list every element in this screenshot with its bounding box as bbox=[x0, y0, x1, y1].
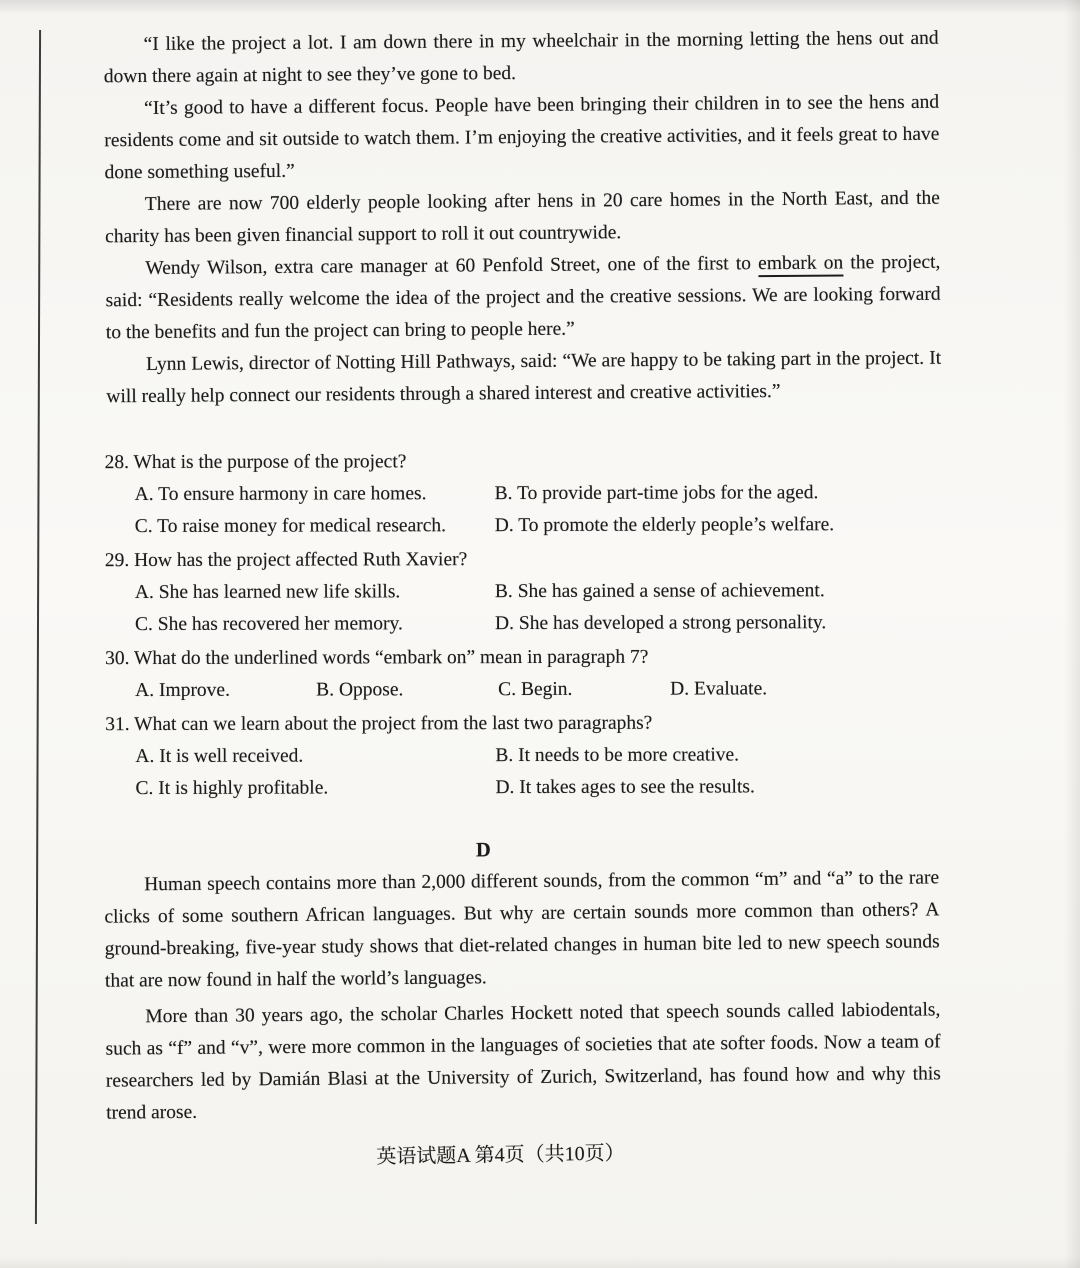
option-label: A. bbox=[134, 483, 154, 506]
option-label: C. bbox=[135, 777, 154, 800]
reading-passage-c bbox=[104, 23, 942, 414]
option-label: B. bbox=[494, 483, 513, 505]
option-text: It takes ages to see the results. bbox=[519, 776, 755, 799]
question-text: What is the purpose of the project? bbox=[133, 451, 407, 474]
passage-paragraph-3: There are now 700 elderly people looking after hens in 20 care homes in the North East, and the charity has been given financial support to roll it out countrywide. bbox=[105, 187, 940, 248]
option-text: It is highly profitable. bbox=[158, 777, 329, 799]
scan-edge-shadow-right bbox=[1064, 0, 1080, 1268]
option-label: C. bbox=[134, 515, 153, 538]
question-30 bbox=[105, 641, 940, 707]
option-text: Oppose. bbox=[338, 679, 404, 701]
option-label: C. bbox=[134, 613, 153, 636]
question-options bbox=[105, 673, 940, 707]
option-label: C. bbox=[498, 679, 517, 701]
option-text: Improve. bbox=[158, 679, 230, 701]
page-footer-text: 英语试题A 第4页（共10页） bbox=[376, 1142, 625, 1169]
passage-paragraph-5: Lynn Lewis, director of Notting Hill Pathways, said: “We are happy to be taking part in the project. It will really help connect our residents through a shared interest and creative activities.” bbox=[106, 347, 942, 408]
question-stem bbox=[105, 445, 940, 479]
option-label: A. bbox=[134, 581, 154, 604]
question-stem bbox=[105, 641, 940, 675]
paragraph-text: the project, said: “Residents really welcome the idea of the project and the creative sessions. We are looking forward to the benefits and fun the project can bring to people here.” bbox=[105, 251, 941, 344]
scan-edge-shadow-bottom bbox=[0, 1256, 1080, 1268]
question-text: What can we learn about the project from the last two paragraphs? bbox=[134, 712, 653, 736]
paragraph-text: Wendy Wilson, extra care manager at 60 Penfold Street, one of the first to bbox=[145, 253, 759, 279]
option-label: A. bbox=[135, 745, 155, 768]
option-label: D. bbox=[495, 777, 515, 799]
question-31 bbox=[105, 707, 940, 805]
option-text: It needs to be more creative. bbox=[518, 744, 740, 767]
option-c bbox=[135, 772, 495, 805]
option-b bbox=[495, 477, 940, 510]
option-text: To raise money for medical research. bbox=[157, 515, 447, 537]
option-b bbox=[495, 575, 940, 608]
page-footer bbox=[83, 1134, 918, 1177]
reading-passage-d bbox=[104, 830, 942, 1129]
option-text: She has developed a strong personality. bbox=[518, 612, 827, 635]
option-label: D. bbox=[670, 678, 690, 700]
question-options bbox=[105, 739, 940, 805]
question-29 bbox=[105, 543, 940, 641]
question-text: What do the underlined words “embark on” mean in paragraph 7? bbox=[133, 646, 649, 670]
option-text: To provide part-time jobs for the aged. bbox=[517, 482, 819, 505]
option-d bbox=[495, 771, 940, 804]
option-b bbox=[316, 674, 498, 706]
passage-d-paragraph-2: More than 30 years ago, the scholar Charles Hockett noted that speech sounds called labiodentals, such as “f” and “v”, were more common in the languages of societies that ate softer foods. Now a team of researchers led by Damián Blasi at the University of Zurich, Switzerland, has found how and why this trend arose. bbox=[105, 999, 941, 1124]
option-a bbox=[135, 478, 495, 511]
question-number: 29. bbox=[104, 550, 130, 572]
option-c bbox=[135, 510, 495, 543]
option-text: To ensure harmony in care homes. bbox=[158, 483, 427, 505]
question-options bbox=[105, 575, 940, 641]
option-d bbox=[495, 509, 940, 542]
option-text: To promote the elderly people’s welfare. bbox=[518, 514, 835, 537]
section-d-heading: D bbox=[475, 839, 491, 862]
question-text: How has the project affected Ruth Xavier? bbox=[134, 549, 468, 572]
questions-block bbox=[105, 445, 941, 805]
passage-paragraph-2: “It’s good to have a different focus. People have been bringing their children in to see the hens and residents come and sit outside to watch them. I’m enjoying the creative activities, and it feels great to have done something useful.” bbox=[104, 91, 940, 184]
passage-paragraph-1: “I like the project a lot. I am down there in my wheelchair in the morning letting the hens out and down there again at night to see they’ve gone to bed. bbox=[103, 27, 939, 88]
option-d bbox=[670, 673, 940, 706]
question-options bbox=[105, 477, 940, 543]
passage-paragraph-4 bbox=[105, 247, 941, 350]
option-text: She has gained a sense of achievement. bbox=[517, 580, 825, 603]
option-label: A. bbox=[135, 679, 155, 702]
option-label: B. bbox=[494, 581, 513, 603]
passage-d-paragraph-1: Human speech contains more than 2,000 different sounds, from the common “m” and “a” to the rare clicks of some southern African languages. But why are certain sounds more common than others? A ground-breaking, five-year study shows that diet-related changes in human bite led to new speech sounds that are now found in half the world’s languages. bbox=[104, 867, 940, 992]
question-number: 28. bbox=[104, 452, 129, 474]
option-text: She has recovered her memory. bbox=[157, 613, 403, 635]
option-label: B. bbox=[316, 679, 335, 701]
option-label: D. bbox=[494, 613, 514, 635]
option-a bbox=[135, 675, 316, 707]
question-28 bbox=[105, 445, 940, 543]
option-label: D. bbox=[494, 515, 514, 537]
option-text: Evaluate. bbox=[693, 678, 768, 700]
option-text: She has learned new life skills. bbox=[158, 581, 401, 603]
underlined-phrase: embark on bbox=[758, 252, 843, 277]
option-text: Begin. bbox=[520, 678, 573, 701]
option-a bbox=[135, 740, 495, 773]
option-d bbox=[495, 607, 940, 640]
option-c bbox=[498, 674, 670, 706]
option-c bbox=[135, 608, 495, 641]
question-stem bbox=[105, 707, 940, 741]
option-a bbox=[135, 576, 495, 609]
option-text: It is well received. bbox=[159, 745, 304, 767]
question-number: 31. bbox=[105, 714, 130, 736]
option-label: B. bbox=[495, 745, 514, 767]
option-b bbox=[495, 739, 940, 772]
question-number: 30. bbox=[105, 648, 130, 670]
page-content bbox=[105, 26, 940, 1170]
question-stem bbox=[105, 543, 940, 577]
page-edge-line bbox=[35, 30, 41, 1224]
